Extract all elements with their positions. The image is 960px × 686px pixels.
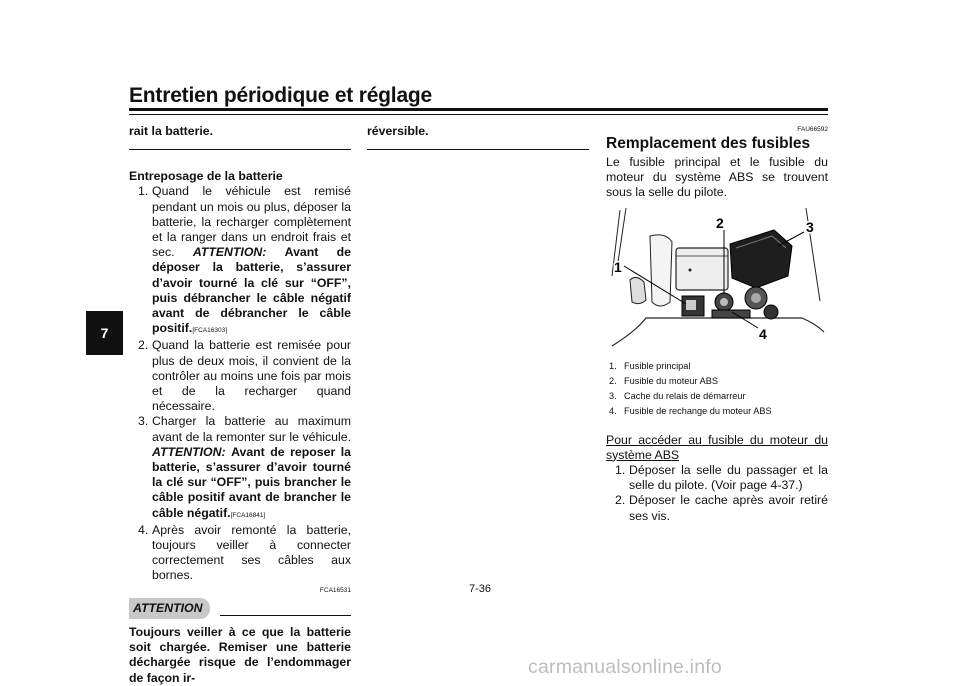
column-middle: [367, 118, 589, 150]
legend-text: Fusible de rechange du moteur ABS: [624, 406, 772, 417]
callout-1: 1: [614, 258, 622, 275]
step-number: 1.: [615, 463, 626, 478]
chapter-tab: 7: [86, 311, 123, 355]
figure-legend: [606, 359, 828, 420]
callout-3: 3: [806, 218, 814, 235]
access-heading: Pour accéder au fusible du moteur du système ABS: [606, 432, 828, 462]
list-item: [606, 463, 828, 493]
legend-text: Fusible du moteur ABS: [624, 376, 718, 387]
continuation-text: rait la batterie.: [129, 118, 351, 150]
legend-item: [606, 404, 828, 419]
legend-item: [606, 359, 828, 374]
warning-code: [FCA16841]: [230, 511, 266, 519]
step-text: Quand le véhicule est remisé pendant un mois ou plus, déposer la batterie, la recharger complètement et la ranger dans un endroit frais et sec.: [152, 184, 351, 260]
column-right: [606, 118, 828, 524]
intro-paragraph: Le fusible principal et le fusible du moteur du système ABS se trouvent sous la selle du pilote.: [606, 155, 828, 200]
attention-label: ATTENTION:: [152, 444, 226, 459]
step-text: Déposer la selle du passager et la selle du pilote. (Voir page 4-37.): [629, 463, 828, 493]
legend-item: [606, 389, 828, 404]
legend-number: 4.: [609, 406, 617, 417]
attention-label: ATTENTION:: [192, 245, 267, 260]
battery-storage-heading: Entreposage de la batterie: [129, 169, 283, 184]
step-text: Après avoir remonté la batterie, toujours veiller à connecter correctement ses câbles aux bornes.: [152, 522, 351, 583]
legend-number: 3.: [609, 391, 617, 402]
step-number: 2.: [138, 338, 149, 353]
step-text: Quand la batterie est remisée pour plus de deux mois, il convient de la contrôler au moins une fois par mois et de la recharger quand nécessaire.: [152, 338, 351, 414]
step-text: Charger la batterie au maximum avant de la remonter sur le véhicule.: [152, 414, 351, 444]
column-left: [129, 118, 351, 686]
callout-2: 2: [716, 214, 724, 231]
attention-text: Avant de reposer la batterie, s’assurer d’avoir tourné la clé sur “OFF”, puis brancher le câble positif avant de brancher le câble négatif.: [152, 444, 351, 520]
page-number: 7-36: [468, 583, 492, 595]
list-item: [129, 184, 351, 338]
step-text: Déposer le cache après avoir retiré ses vis.: [629, 493, 828, 523]
attention-header: [129, 598, 351, 619]
watermark: carmanualsonline.info: [528, 656, 722, 678]
attention-rule: [220, 615, 351, 616]
list-item: [129, 523, 351, 584]
page-title: Entretien périodique et réglage: [129, 84, 433, 107]
continuation-text: réversible.: [367, 118, 589, 150]
abs-fuse-steps: [606, 463, 828, 524]
battery-storage-steps: [129, 184, 351, 583]
attention-body: Toujours veiller à ce que la batterie soit chargée. Remiser une batterie déchargée risque de l’endommager de façon ir-: [129, 624, 351, 685]
attention-text: Avant de déposer la batterie, s’assurer d’avoir tourné la clé sur “OFF”, puis débrancher le câble négatif avant de débrancher le câble positif.: [152, 245, 352, 336]
attention-badge: ATTENTION: [129, 598, 210, 619]
list-item: [129, 338, 351, 414]
notice-code: FCA16531: [319, 586, 351, 594]
list-item: [129, 414, 351, 522]
step-number: 4.: [138, 522, 149, 537]
title-rule: [129, 108, 828, 111]
legend-item: [606, 374, 828, 389]
warning-code: [FCA16303]: [192, 327, 227, 335]
section-title: Remplacement des fusibles: [606, 135, 811, 152]
title-rule-thin: [129, 114, 828, 115]
legend-number: 1.: [609, 360, 617, 371]
section-code: FAU66592: [797, 126, 828, 133]
step-number: 1.: [138, 184, 149, 199]
legend-number: 2.: [609, 376, 617, 387]
step-number: 3.: [138, 414, 149, 429]
legend-text: Fusible principal: [624, 360, 691, 371]
step-number: 2.: [615, 493, 626, 508]
callout-4: 4: [759, 325, 767, 342]
fuse-location-figure: [606, 206, 828, 351]
list-item: [606, 493, 828, 523]
legend-text: Cache du relais de démarreur: [624, 391, 746, 402]
